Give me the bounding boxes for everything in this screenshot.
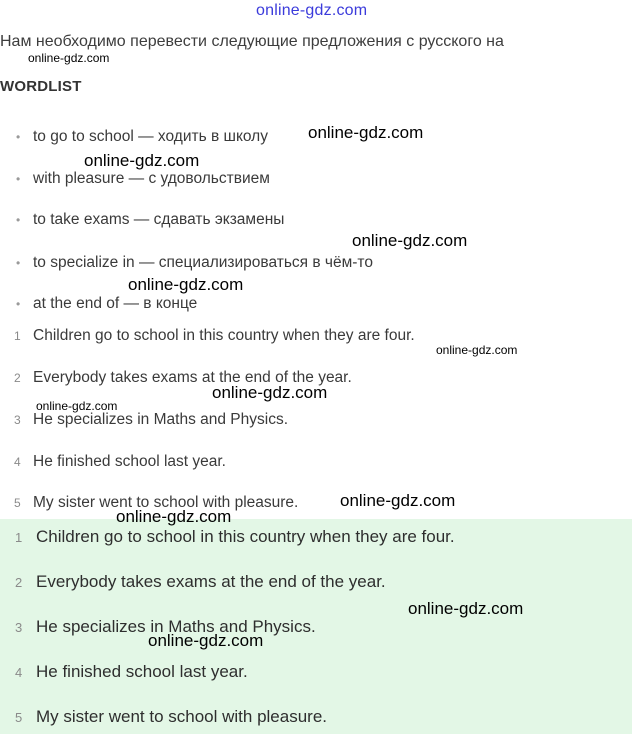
wordlist-item-text: to go to school — ходить в школу (33, 128, 268, 145)
top-watermark: online-gdz.com (256, 2, 368, 19)
sentence-text: He specializes in Maths and Physics. (33, 411, 289, 428)
wordlist-heading: WORDLIST (0, 78, 82, 95)
sentence-number: 5 (14, 496, 21, 510)
wordlist-item (16, 295, 197, 313)
sentence-text: Everybody takes exams at the end of the year. (33, 369, 352, 386)
bullet-icon: • (16, 256, 21, 270)
sentence-item (14, 327, 415, 345)
watermark: online-gdz.com (36, 399, 118, 413)
sentence-text: My sister went to school with pleasure. (33, 494, 299, 511)
answer-number: 4 (15, 665, 23, 680)
wordlist-item-text: at the end of — в конце (33, 295, 198, 312)
wordlist-item (16, 128, 268, 146)
watermark: online-gdz.com (28, 51, 110, 65)
answer-text: He specializes in Maths and Physics. (36, 617, 316, 636)
watermark: online-gdz.com (436, 343, 518, 357)
wordlist-item (16, 254, 373, 272)
wordlist-item-text: to take exams — сдавать экзамены (33, 211, 285, 228)
bullet-icon: • (16, 213, 21, 227)
sentence-item (14, 453, 226, 471)
sentence-item (14, 411, 288, 429)
answer-text: My sister went to school with pleasure. (36, 707, 328, 726)
bullet-icon: • (16, 172, 21, 186)
answer-number: 1 (15, 530, 23, 545)
answer-item (15, 662, 248, 682)
intro-text: Нам необходимо перевести следующие предложения с русского на (0, 33, 504, 50)
answer-number: 2 (15, 575, 23, 590)
answer-text: He finished school last year. (36, 662, 248, 681)
watermark: online-gdz.com (340, 491, 456, 510)
wordlist-item (16, 211, 284, 229)
answer-text: Everybody takes exams at the end of the year. (36, 572, 386, 591)
answer-number: 5 (15, 710, 23, 725)
answer-text: Children go to school in this country when they are four. (36, 527, 455, 546)
wordlist-item-text: to specialize in — специализироваться в чём-то (33, 254, 373, 271)
watermark: online-gdz.com (128, 275, 244, 294)
wordlist-item-text: with pleasure — с удовольствием (33, 170, 270, 187)
answer-item (15, 572, 386, 592)
sentence-text: He finished school last year. (33, 453, 226, 470)
answer-item (15, 707, 327, 727)
bullet-icon: • (16, 297, 21, 311)
answer-item (15, 527, 455, 547)
watermark: online-gdz.com (308, 123, 424, 142)
watermark: online-gdz.com (352, 231, 468, 250)
sentence-number: 3 (14, 413, 21, 427)
watermark: online-gdz.com (212, 383, 328, 402)
sentence-number: 4 (14, 455, 21, 469)
sentence-number: 2 (14, 371, 21, 385)
bullet-icon: • (16, 130, 21, 144)
watermark: online-gdz.com (408, 599, 524, 618)
wordlist-item (16, 170, 270, 188)
watermark: online-gdz.com (116, 507, 232, 526)
sentence-text: Children go to school in this country when they are four. (33, 327, 415, 344)
sentence-number: 1 (14, 329, 21, 343)
watermark: online-gdz.com (148, 631, 264, 650)
watermark: online-gdz.com (84, 151, 200, 170)
answer-number: 3 (15, 620, 23, 635)
